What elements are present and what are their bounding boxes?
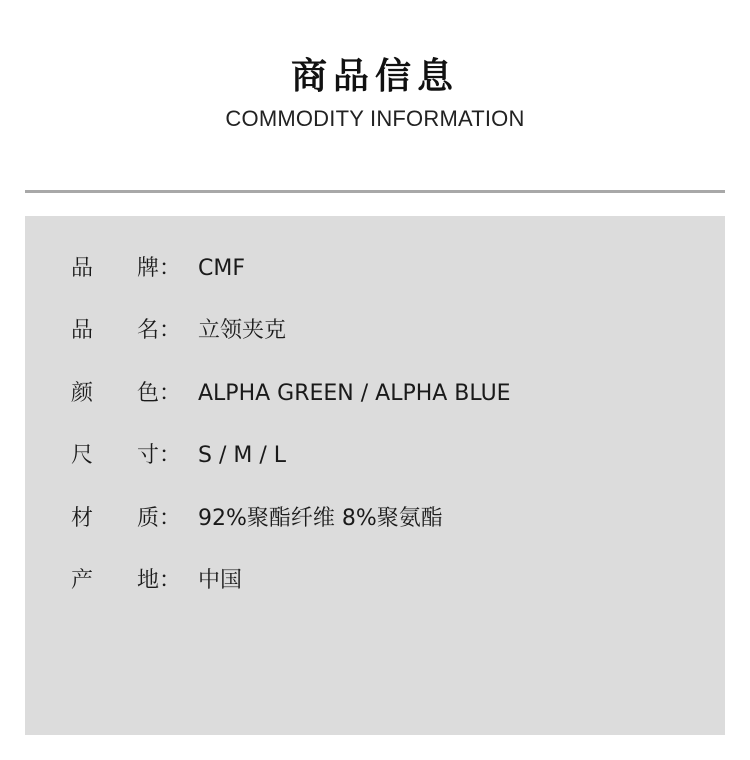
divider	[25, 190, 725, 193]
row-label-colon: ：	[159, 506, 182, 531]
info-row-brand	[25, 249, 725, 289]
row-label-colon: ：	[159, 318, 182, 343]
info-row-size	[25, 436, 725, 476]
row-label-char: 品	[71, 318, 94, 343]
info-row-product-name	[25, 311, 725, 351]
row-label-colon: ：	[159, 568, 182, 593]
row-label-char: 牌	[137, 256, 160, 281]
info-row-color	[25, 374, 725, 414]
row-label-char: 产	[71, 568, 94, 593]
row-label-char: 品	[71, 256, 94, 281]
row-label-colon: ：	[159, 443, 182, 468]
info-row-origin	[25, 561, 725, 601]
row-label-char: 颜	[71, 381, 94, 406]
row-label-char: 地	[137, 568, 160, 593]
row-label-char: 色	[137, 381, 160, 406]
info-row-material	[25, 499, 725, 539]
row-value: CMF	[198, 256, 245, 281]
row-value: 92%聚酯纤维 8%聚氨酯	[198, 506, 443, 531]
row-value: ALPHA GREEN / ALPHA BLUE	[198, 381, 511, 406]
row-value: S / M / L	[198, 443, 286, 468]
row-label-colon: ：	[159, 381, 182, 406]
row-label-colon: ：	[159, 256, 182, 281]
row-label-char: 寸	[137, 443, 160, 468]
row-label-char: 质	[137, 506, 160, 531]
row-label-char: 尺	[71, 443, 94, 468]
row-label-char: 材	[71, 506, 94, 531]
commodity-info-panel	[25, 216, 725, 735]
row-label-char: 名	[137, 318, 160, 343]
page-subtitle: COMMODITY INFORMATION	[225, 106, 525, 131]
page-title: 商品信息	[290, 56, 459, 97]
row-value: 中国	[198, 568, 243, 593]
row-value: 立领夹克	[198, 318, 287, 343]
